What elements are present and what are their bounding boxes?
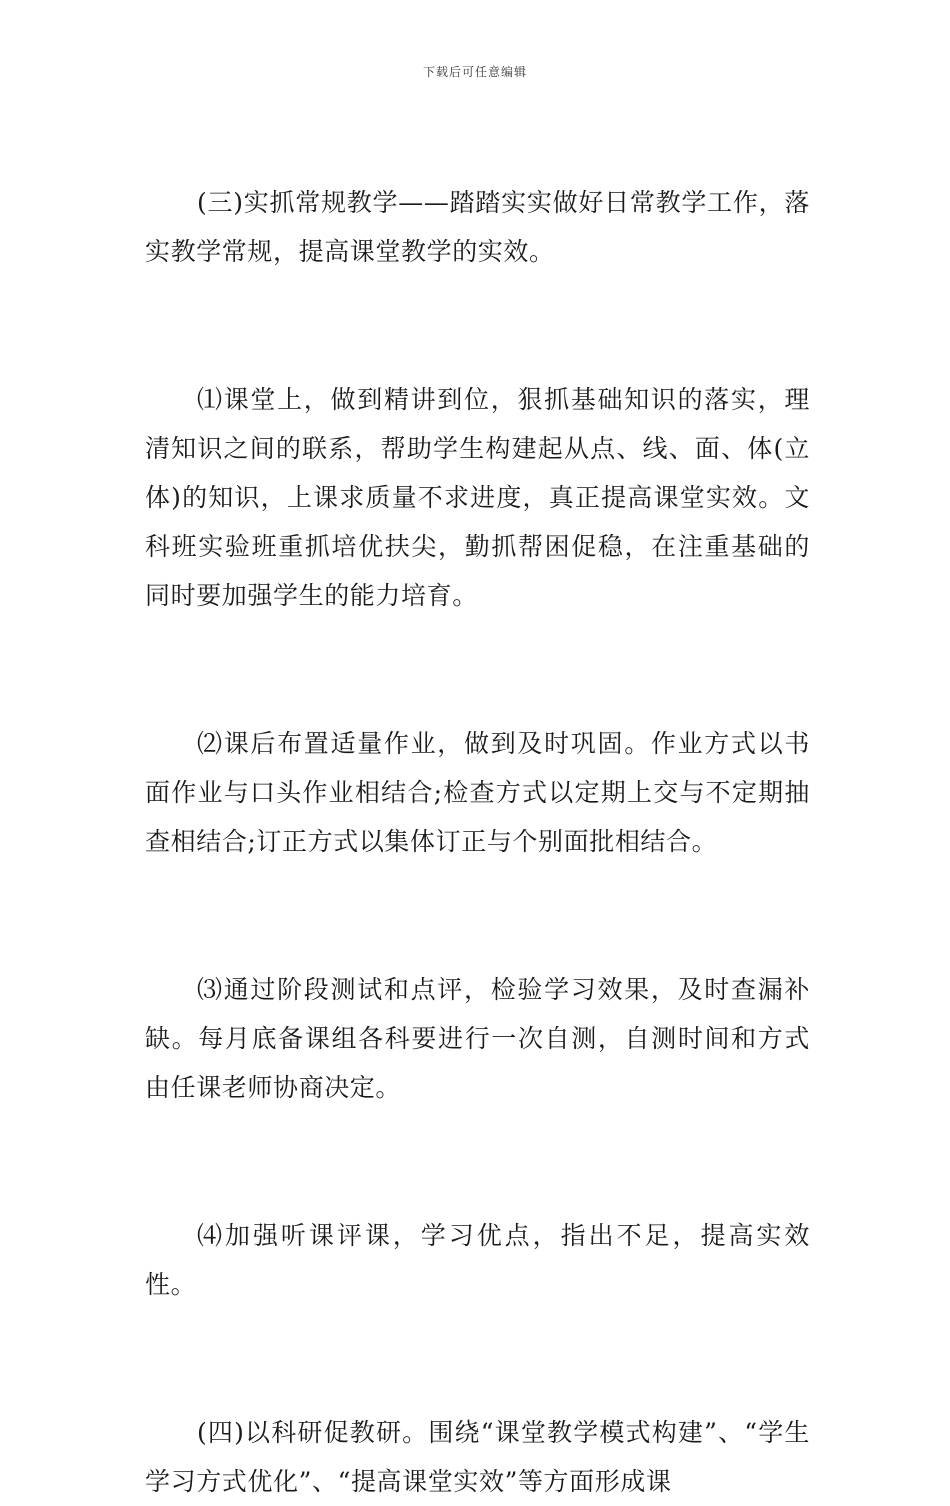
paragraph-testing: ⑶通过阶段测试和点评，检验学习效果，及时查漏补缺。每月底备课组各科要进行一次自测，自测时间和方式由任课老师协商决定。	[145, 975, 810, 1102]
paragraph-lesson-observation: ⑷加强听课评课，学习优点，指出不足，提高实效性。	[145, 1221, 810, 1299]
paragraph-homework: ⑵课后布置适量作业，做到及时巩固。作业方式以书面作业与口头作业相结合;检查方式以定期上交与不定期抽查相结合;订正方式以集体订正与个别面批相结合。	[145, 729, 810, 856]
paragraph-research: (四)以科研促教研。围绕“课堂教学模式构建”、“学生学习方式优化”、“提高课堂实效”等方面形成课	[145, 1418, 810, 1496]
paragraph-routine-teaching: (三)实抓常规教学——踏踏实实做好日常教学工作，落实教学常规，提高课堂教学的实效。	[145, 188, 810, 266]
paragraph-classroom: ⑴课堂上，做到精讲到位，狠抓基础知识的落实，理清知识之间的联系，帮助学生构建起从点、线、面、体(立体)的知识，上课求质量不求进度，真正提高课堂实效。文科班实验班重抓培优扶尖，勤抓帮困促稳，在注重基础的同时要加强学生的能力培育。	[145, 385, 810, 610]
page-header: 下载后可任意编辑	[422, 65, 527, 79]
document-body	[145, 178, 810, 1506]
